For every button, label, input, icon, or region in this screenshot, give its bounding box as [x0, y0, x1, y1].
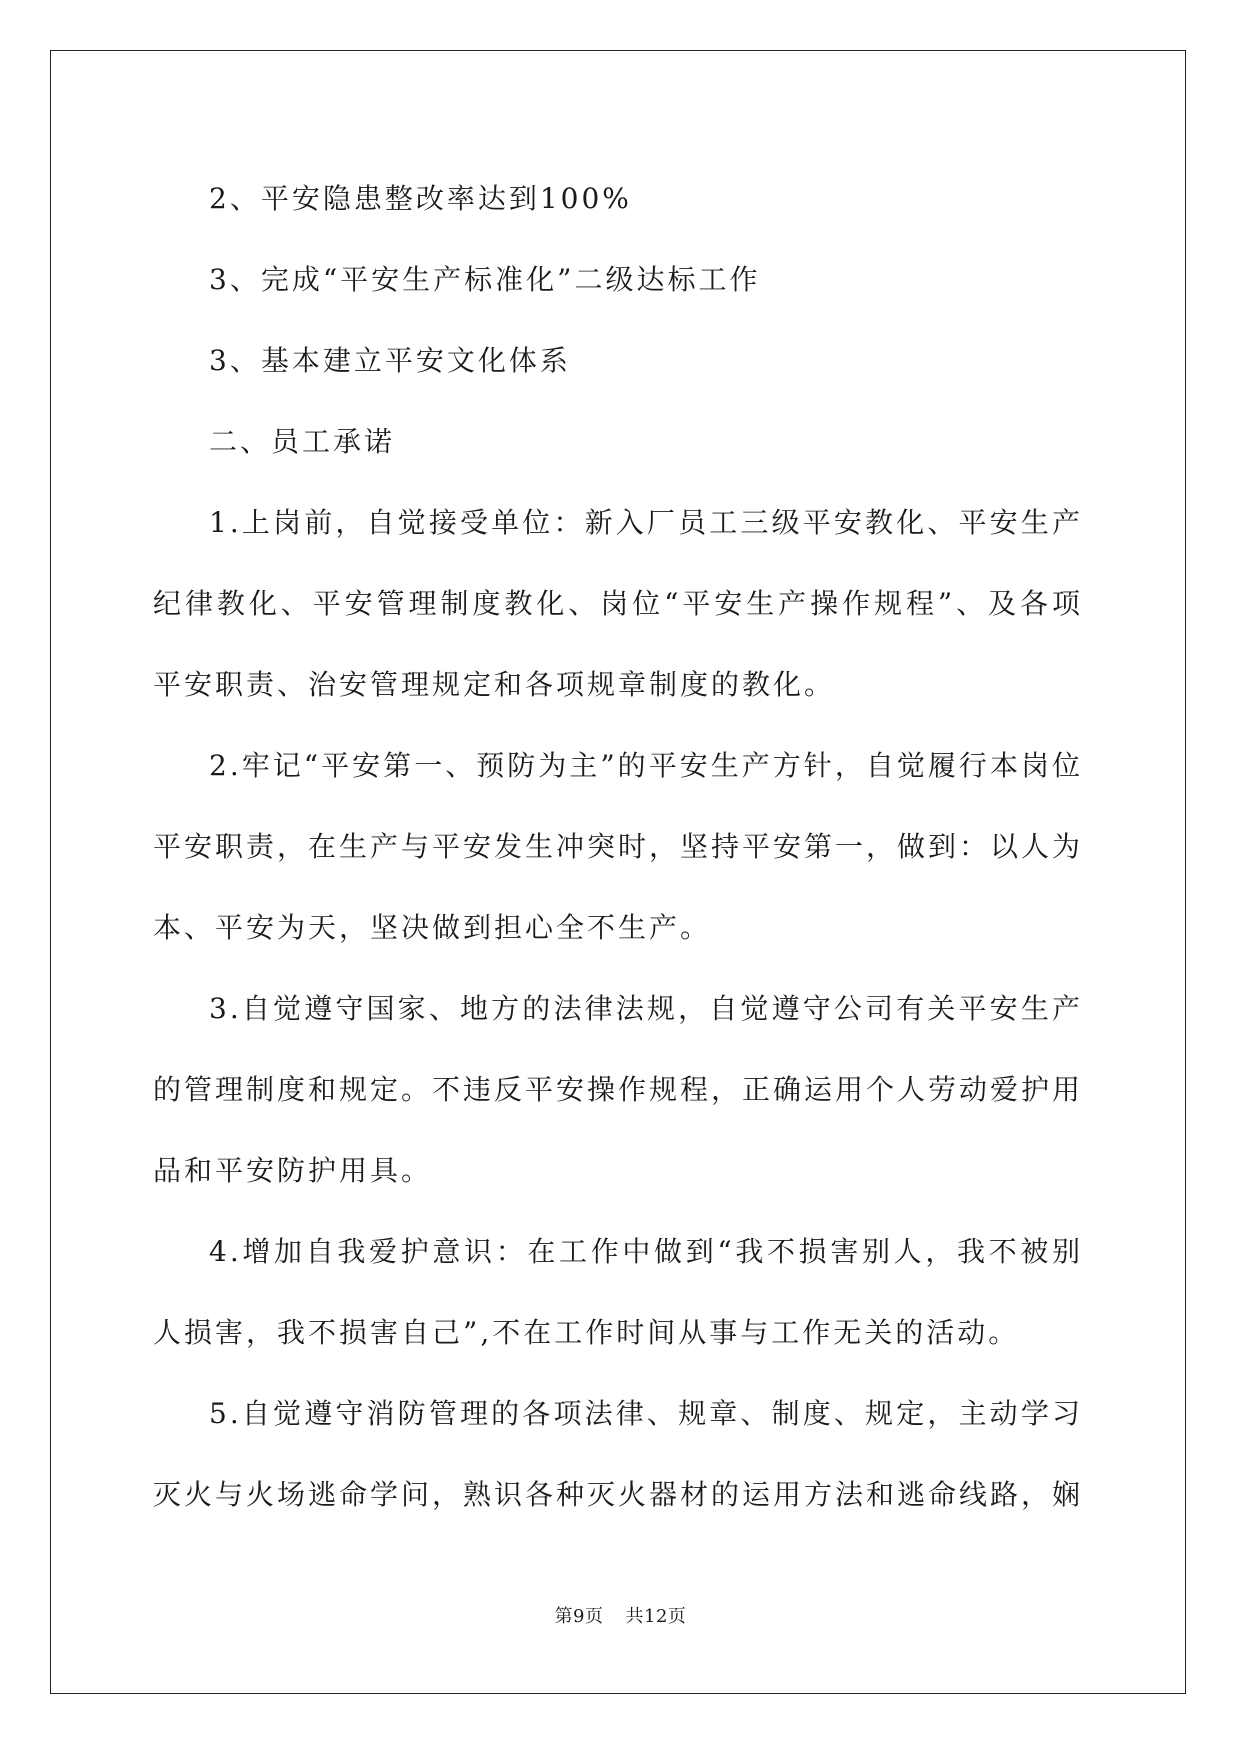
page-footer: [0, 1602, 1241, 1628]
section-heading-employee-commitment: 二、员工承诺: [209, 425, 396, 458]
page-number-total: 共12页: [625, 1606, 687, 1627]
commitment-item-2: 2.牢记“平安第一、预防为主”的平安生产方针，自觉履行本岗位平安职责，在生产与平安发生冲突时，坚持平安第一，做到：以人为本、平安为天，坚决做到担心全不生产。: [153, 749, 1084, 944]
target-item-3: 3、完成“平安生产标准化”二级达标工作: [209, 263, 761, 296]
target-item-2: 2、平安隐患整改率达到100%: [209, 182, 632, 215]
document-body: [153, 158, 1083, 1535]
commitment-item-5: 5.自觉遵守消防管理的各项法律、规章、制度、规定，主动学习灭火与火场逃命学问，熟识各种灭火器材的运用方法和逃命线路，娴: [153, 1397, 1084, 1511]
target-item-3b: 3、基本建立平安文化体系: [209, 344, 571, 377]
commitment-item-4: 4.增加自我爱护意识：在工作中做到“我不损害别人，我不被别人损害，我不损害自己”,不在工作时间从事与工作无关的活动。: [153, 1235, 1083, 1349]
commitment-item-1: 1.上岗前，自觉接受单位：新入厂员工三级平安教化、平安生产纪律教化、平安管理制度教化、岗位“平安生产操作规程”、及各项平安职责、治安管理规定和各项规章制度的教化。: [153, 506, 1083, 701]
page-number-current: 第9页: [554, 1606, 604, 1627]
commitment-item-3: 3.自觉遵守国家、地方的法律法规，自觉遵守公司有关平安生产的管理制度和规定。不违反平安操作规程，正确运用个人劳动爱护用品和平安防护用具。: [153, 992, 1084, 1187]
